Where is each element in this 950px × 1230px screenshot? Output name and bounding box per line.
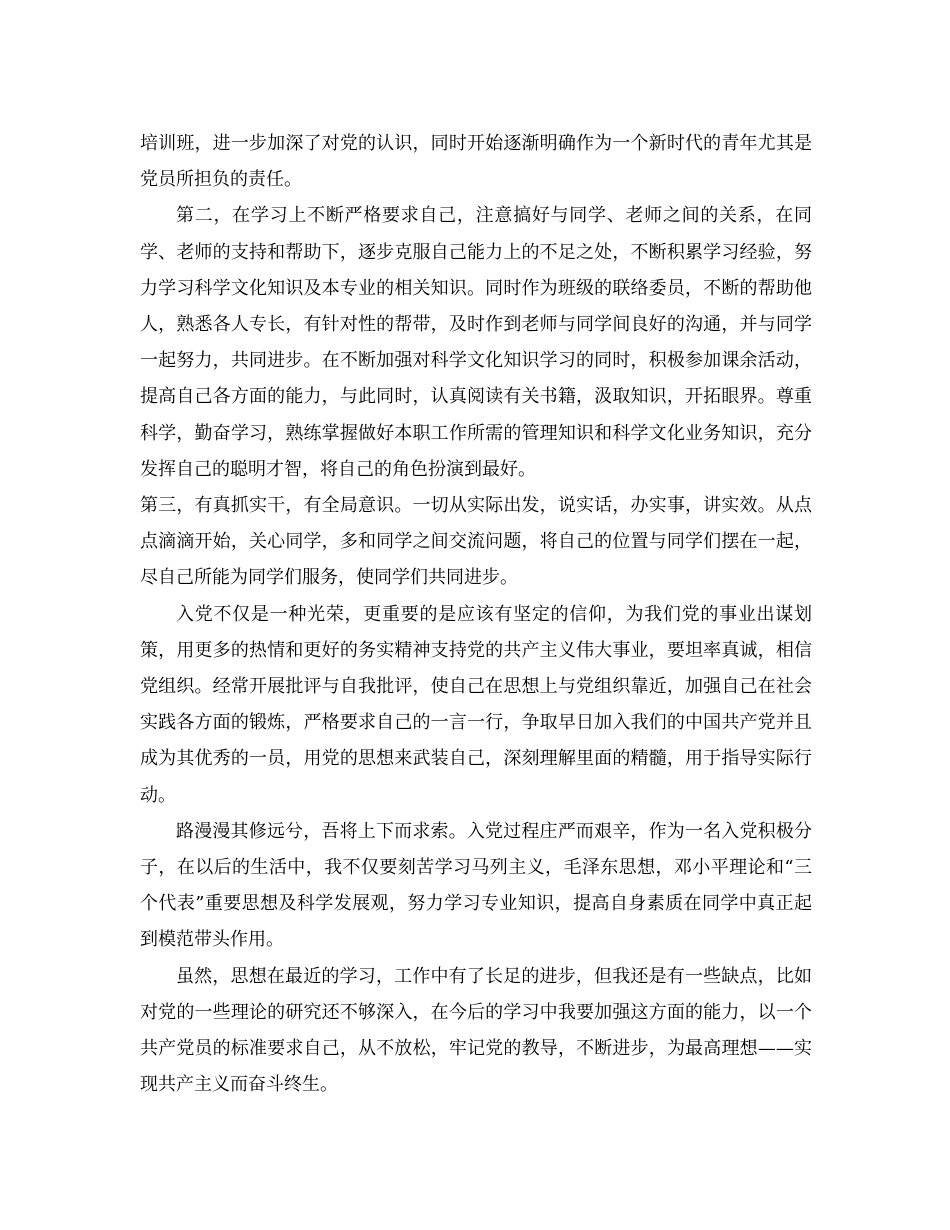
- paragraph-shortcomings: 虽然，思想在最近的学习，工作中有了长足的进步，但我还是有一些缺点，比如对党的一些理论的研究还不够深入，在今后的学习中我要加强这方面的能力，以一个共产党员的标准要求自己，从不放松，牢记党的教导，不断进步，为最高理想——实现共产主义而奋斗终生。: [140, 965, 812, 1096]
- paragraph-second-point: 第二，在学习上不断严格要求自己，注意搞好与同学、老师之间的关系，在同学、老师的支持和帮助下，逐步克服自己能力上的不足之处，不断积累学习经验，努力学习科学文化知识及本专业的相关知识。同时作为班级的联络委员，不断的帮助他人，熟悉各人专长，有针对性的帮带，及时作到老师与同学间良好的沟通，并与同学一起努力，共同进步。在不断加强对科学文化知识学习的同时，积极参加课余活动，提高自己各方面的能力，与此同时，认真阅读有关书籍，汲取知识，开拓眼界。尊重科学，勤奋学习，熟练掌握做好本职工作所需的管理知识和科学文化业务知识，充分发挥自己的聪明才智，将自己的角色扮演到最好。: [140, 205, 812, 480]
- paragraph-third-point: 第三，有真抓实干，有全局意识。一切从实际出发，说实话，办实事，讲实效。从点点滴滴开始，关心同学，多和同学之间交流问题，将自己的位置与同学们摆在一起，尽自己所能为同学们服务，使同学们共同进步。: [140, 495, 812, 589]
- paragraph-party-honor: 入党不仅是一种光荣，更重要的是应该有坚定的信仰，为我们党的事业出谋划策，用更多的热情和更好的务实精神支持党的共产主义伟大事业，要坦率真诚，相信党组织。经常开展批评与自我批评，使自己在思想上与党组织靠近，加强自己在社会实践各方面的锻炼，严格要求自己的一言一行，争取早日加入我们的中国共产党并且成为其优秀的一员，用党的思想来武装自己，深刻理解里面的精髓，用于指导实际行动。: [140, 603, 812, 806]
- paragraph-continuation: 培训班，进一步加深了对党的认识，同时开始逐渐明确作为一个新时代的青年尤其是党员所担负的责任。: [140, 133, 812, 191]
- document-body: [140, 126, 812, 1103]
- paragraph-long-road: 路漫漫其修远兮，吾将上下而求索。入党过程庄严而艰辛，作为一名入党积极分子，在以后的生活中，我不仅要刻苦学习马列主义，毛泽东思想，邓小平理论和“三个代表”重要思想及科学发展观，努力学习专业知识，提高自身素质在同学中真正起到模范带头作用。: [140, 820, 812, 951]
